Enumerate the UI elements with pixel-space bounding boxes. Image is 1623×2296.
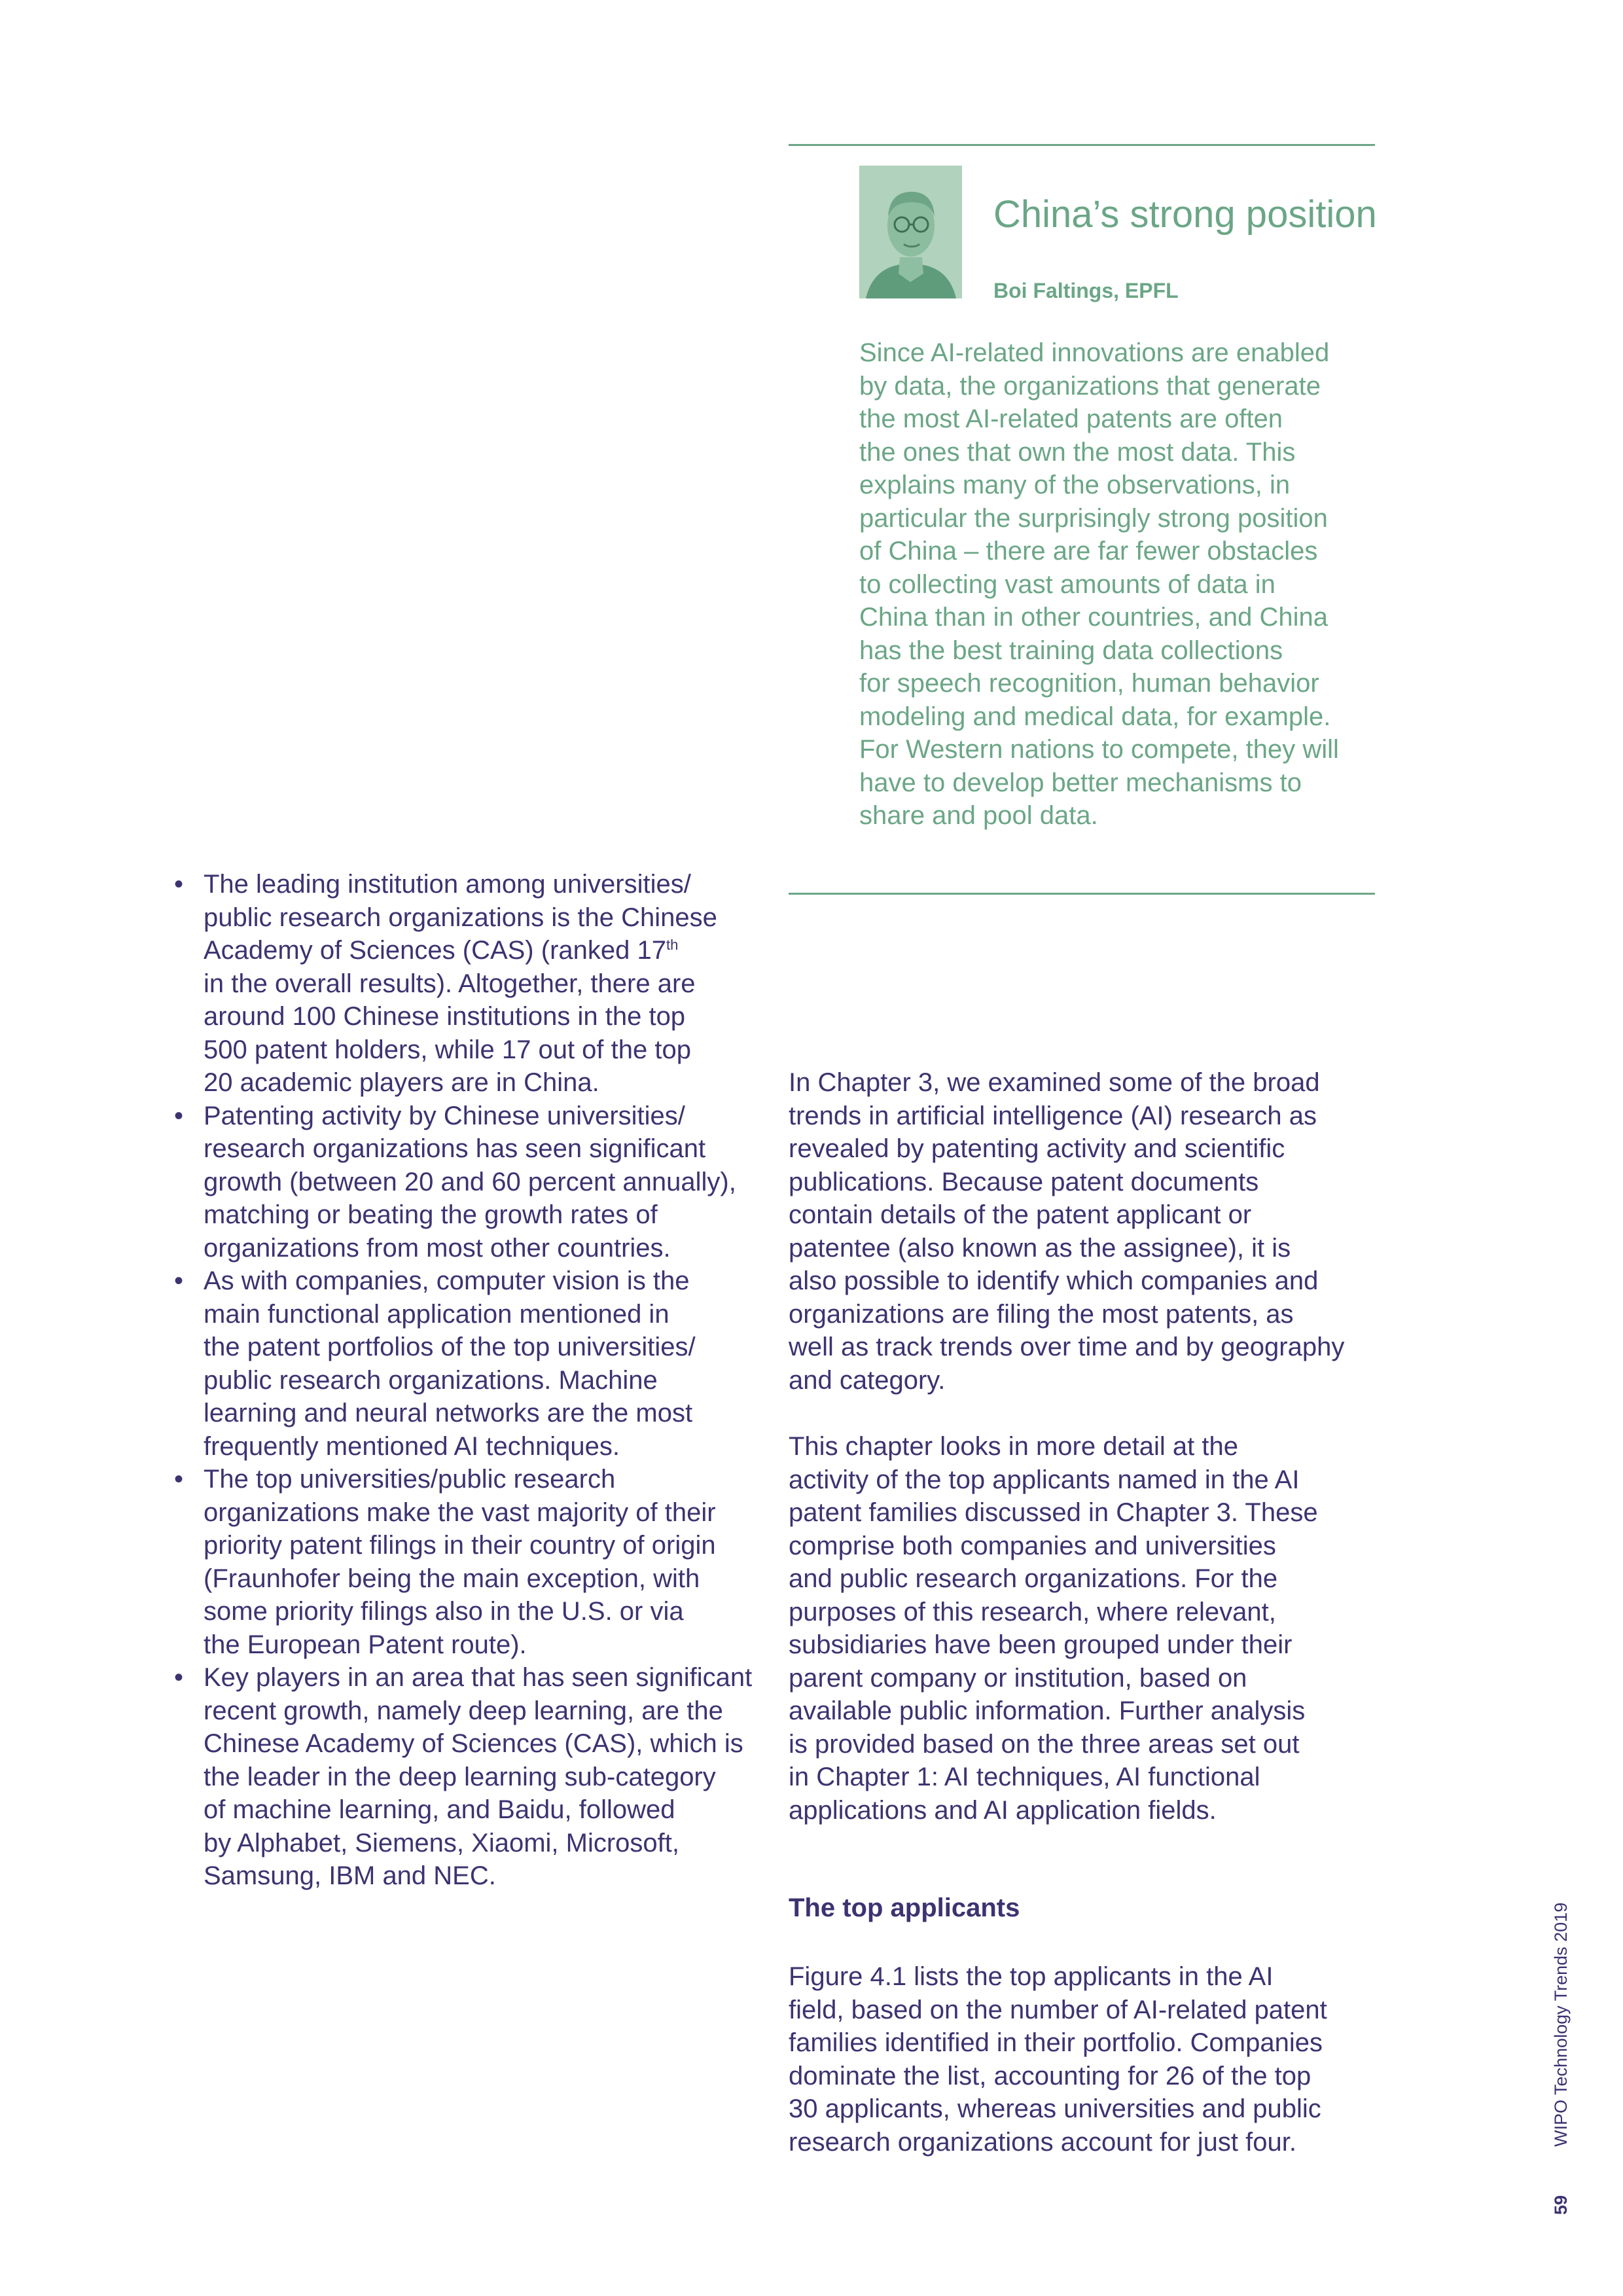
box-text-line: China than in other countries, and China [859, 603, 1329, 632]
page-number: 59 [1551, 2195, 1571, 2215]
running-title: WIPO Technology Trends 2019 [1551, 1902, 1571, 2147]
bullet-line: public research organizations is the Chinese [204, 903, 717, 932]
box-text-line: by data, the organizations that generate [859, 371, 1321, 401]
bullet-line: priority patent filings in their country of origin [204, 1531, 716, 1560]
bullet-line: public research organizations. Machine [204, 1365, 658, 1395]
paragraph-line: parent company or institution, based on [789, 1663, 1247, 1693]
bullet-line: 20 academic players are in China. [204, 1068, 599, 1097]
bullet-line: by Alphabet, Siemens, Xiaomi, Microsoft, [204, 1828, 679, 1857]
key-findings-list [166, 868, 781, 1893]
paragraph-line: available public information. Further analysis [789, 1696, 1306, 1725]
intro-paragraph [789, 1066, 1404, 1397]
box-text-line: modeling and medical data, for example. [859, 702, 1331, 731]
author-portrait [859, 166, 962, 298]
paragraph-line: contain details of the patent applicant or [789, 1200, 1252, 1229]
bullet-line: Chinese Academy of Sciences (CAS), which is [204, 1729, 743, 1758]
bullet-marker: • [173, 1266, 183, 1295]
box-bottom-rule [789, 893, 1375, 895]
bullet-line: frequently mentioned AI techniques. [204, 1431, 620, 1461]
bullet-line: main functional application mentioned in [204, 1299, 669, 1329]
box-text-line: For Western nations to compete, they will [859, 735, 1339, 764]
bullet-line: the leader in the deep learning sub-category [204, 1762, 716, 1791]
bullet-marker: • [173, 1663, 183, 1692]
paragraph-line: well as track trends over time and by geography [789, 1333, 1345, 1361]
paragraph-line: revealed by patenting activity and scientific [789, 1134, 1285, 1163]
bullet-line: around 100 Chinese institutions in the top [204, 1002, 686, 1031]
paragraph-line: patent families discussed in Chapter 3. These [789, 1498, 1318, 1527]
paragraph-line: purposes of this research, where relevant, [789, 1597, 1276, 1626]
bullet-line: the European Patent route). [204, 1630, 527, 1659]
bullet-line: some priority filings also in the U.S. or via [204, 1597, 684, 1626]
bullet-item [166, 1463, 781, 1661]
paragraph-line: activity of the top applicants named in the AI [789, 1465, 1300, 1494]
bullet-line: As with companies, computer vision is the [204, 1266, 690, 1295]
box-text-line: have to develop better mechanisms to [859, 768, 1302, 797]
bullet-line-text: Academy of Sciences (CAS) (ranked 17 [204, 936, 666, 965]
bullet-marker: • [173, 870, 183, 899]
paragraph-line: publications. Because patent documents [789, 1167, 1259, 1196]
top-applicants-paragraph [789, 1960, 1404, 2159]
bullet-item [166, 868, 781, 1100]
box-text-line: particular the surprisingly strong position [859, 503, 1328, 533]
paragraph-line: and public research organizations. For the [789, 1564, 1278, 1593]
box-text-line: of China – there are far fewer obstacles [859, 537, 1318, 565]
bullet-line: Samsung, IBM and NEC. [204, 1861, 496, 1890]
box-text-line: explains many of the observations, in [859, 471, 1291, 499]
paragraph-line: families identified in their portfolio. Companies [789, 2028, 1323, 2057]
box-text-line: for speech recognition, human behavior [859, 669, 1319, 698]
bullet-line: in the overall results). Altogether, there are [204, 969, 696, 998]
bullet-marker: • [173, 1465, 183, 1494]
bullet-line: 500 patent holders, while 17 out of the top [204, 1035, 691, 1064]
bullet-line: (Fraunhofer being the main exception, with [204, 1564, 700, 1593]
paragraph-line: field, based on the number of AI-related patent [789, 1995, 1327, 2024]
bullet-line: research organizations has seen significant [204, 1134, 706, 1163]
bullet-line: The top universities/public research [204, 1465, 616, 1494]
paragraph-line: is provided based on the three areas set out [789, 1729, 1300, 1759]
box-text [859, 336, 1383, 833]
box-title: China’s strong position [993, 193, 1377, 236]
bullet-line: recent growth, namely deep learning, are the [204, 1696, 723, 1725]
bullet-line: of machine learning, and Baidu, followed [204, 1795, 675, 1824]
box-text-line: share and pool data. [859, 801, 1098, 830]
paragraph-line: applications and AI application fields. [789, 1795, 1217, 1825]
section-heading: The top applicants [789, 1893, 1020, 1922]
bullet-line: growth (between 20 and 60 percent annually), [204, 1167, 736, 1196]
box-text-line: Since AI-related innovations are enabled [859, 338, 1330, 367]
paragraph-line: dominate the list, accounting for 26 of the top [789, 2061, 1311, 2090]
paragraph-line: in Chapter 1: AI techniques, AI functional [789, 1763, 1260, 1791]
bullet-item [166, 1661, 781, 1893]
box-author: Boi Faltings, EPFL [993, 279, 1179, 302]
box-text-line: the ones that own the most data. This [859, 437, 1296, 467]
paragraph-line: 30 applicants, whereas universities and public [789, 2094, 1321, 2123]
bullet-line: organizations from most other countries. [204, 1233, 671, 1263]
paragraph-line: and category. [789, 1365, 946, 1395]
paragraph-line: also possible to identify which companies and [789, 1266, 1319, 1295]
bullet-line: Key players in an area that has seen significant [204, 1663, 753, 1692]
box-text-line: the most AI-related patents are often [859, 404, 1283, 433]
paragraph-line: This chapter looks in more detail at the [789, 1432, 1239, 1461]
bullet-line: Patenting activity by Chinese universities/ [204, 1101, 685, 1130]
bullet-line: the patent portfolios of the top universities/ [204, 1333, 696, 1361]
bullet-line: matching or beating the growth rates of [204, 1200, 658, 1229]
box-text-line: has the best training data collections [859, 636, 1283, 665]
box-text-line: to collecting vast amounts of data in [859, 569, 1275, 599]
bullet-line: organizations make the vast majority of their [204, 1498, 716, 1527]
box-top-rule [789, 144, 1375, 146]
bullet-line: learning and neural networks are the most [204, 1399, 693, 1427]
bullet-line [204, 934, 781, 967]
paragraph-line: patentee (also known as the assignee), it is [789, 1233, 1291, 1263]
paragraph-line: research organizations account for just four. [789, 2127, 1296, 2157]
ordinal-superscript: th [666, 937, 679, 953]
paragraph-line: comprise both companies and universities [789, 1531, 1276, 1560]
paragraph-line: In Chapter 3, we examined some of the broad [789, 1068, 1320, 1097]
paragraph-line: subsidiaries have been grouped under their [789, 1630, 1293, 1659]
paragraph-line: organizations are filing the most patents, as [789, 1299, 1294, 1329]
paragraph-line: Figure 4.1 lists the top applicants in the AI [789, 1962, 1274, 1991]
bullet-item [166, 1265, 781, 1463]
paragraph-line: trends in artificial intelligence (AI) research as [789, 1101, 1317, 1130]
bullet-marker: • [173, 1101, 183, 1130]
bullet-item [166, 1100, 781, 1265]
bullet-line: The leading institution among universities/ [204, 870, 691, 899]
chapter-scope-paragraph [789, 1430, 1404, 1827]
